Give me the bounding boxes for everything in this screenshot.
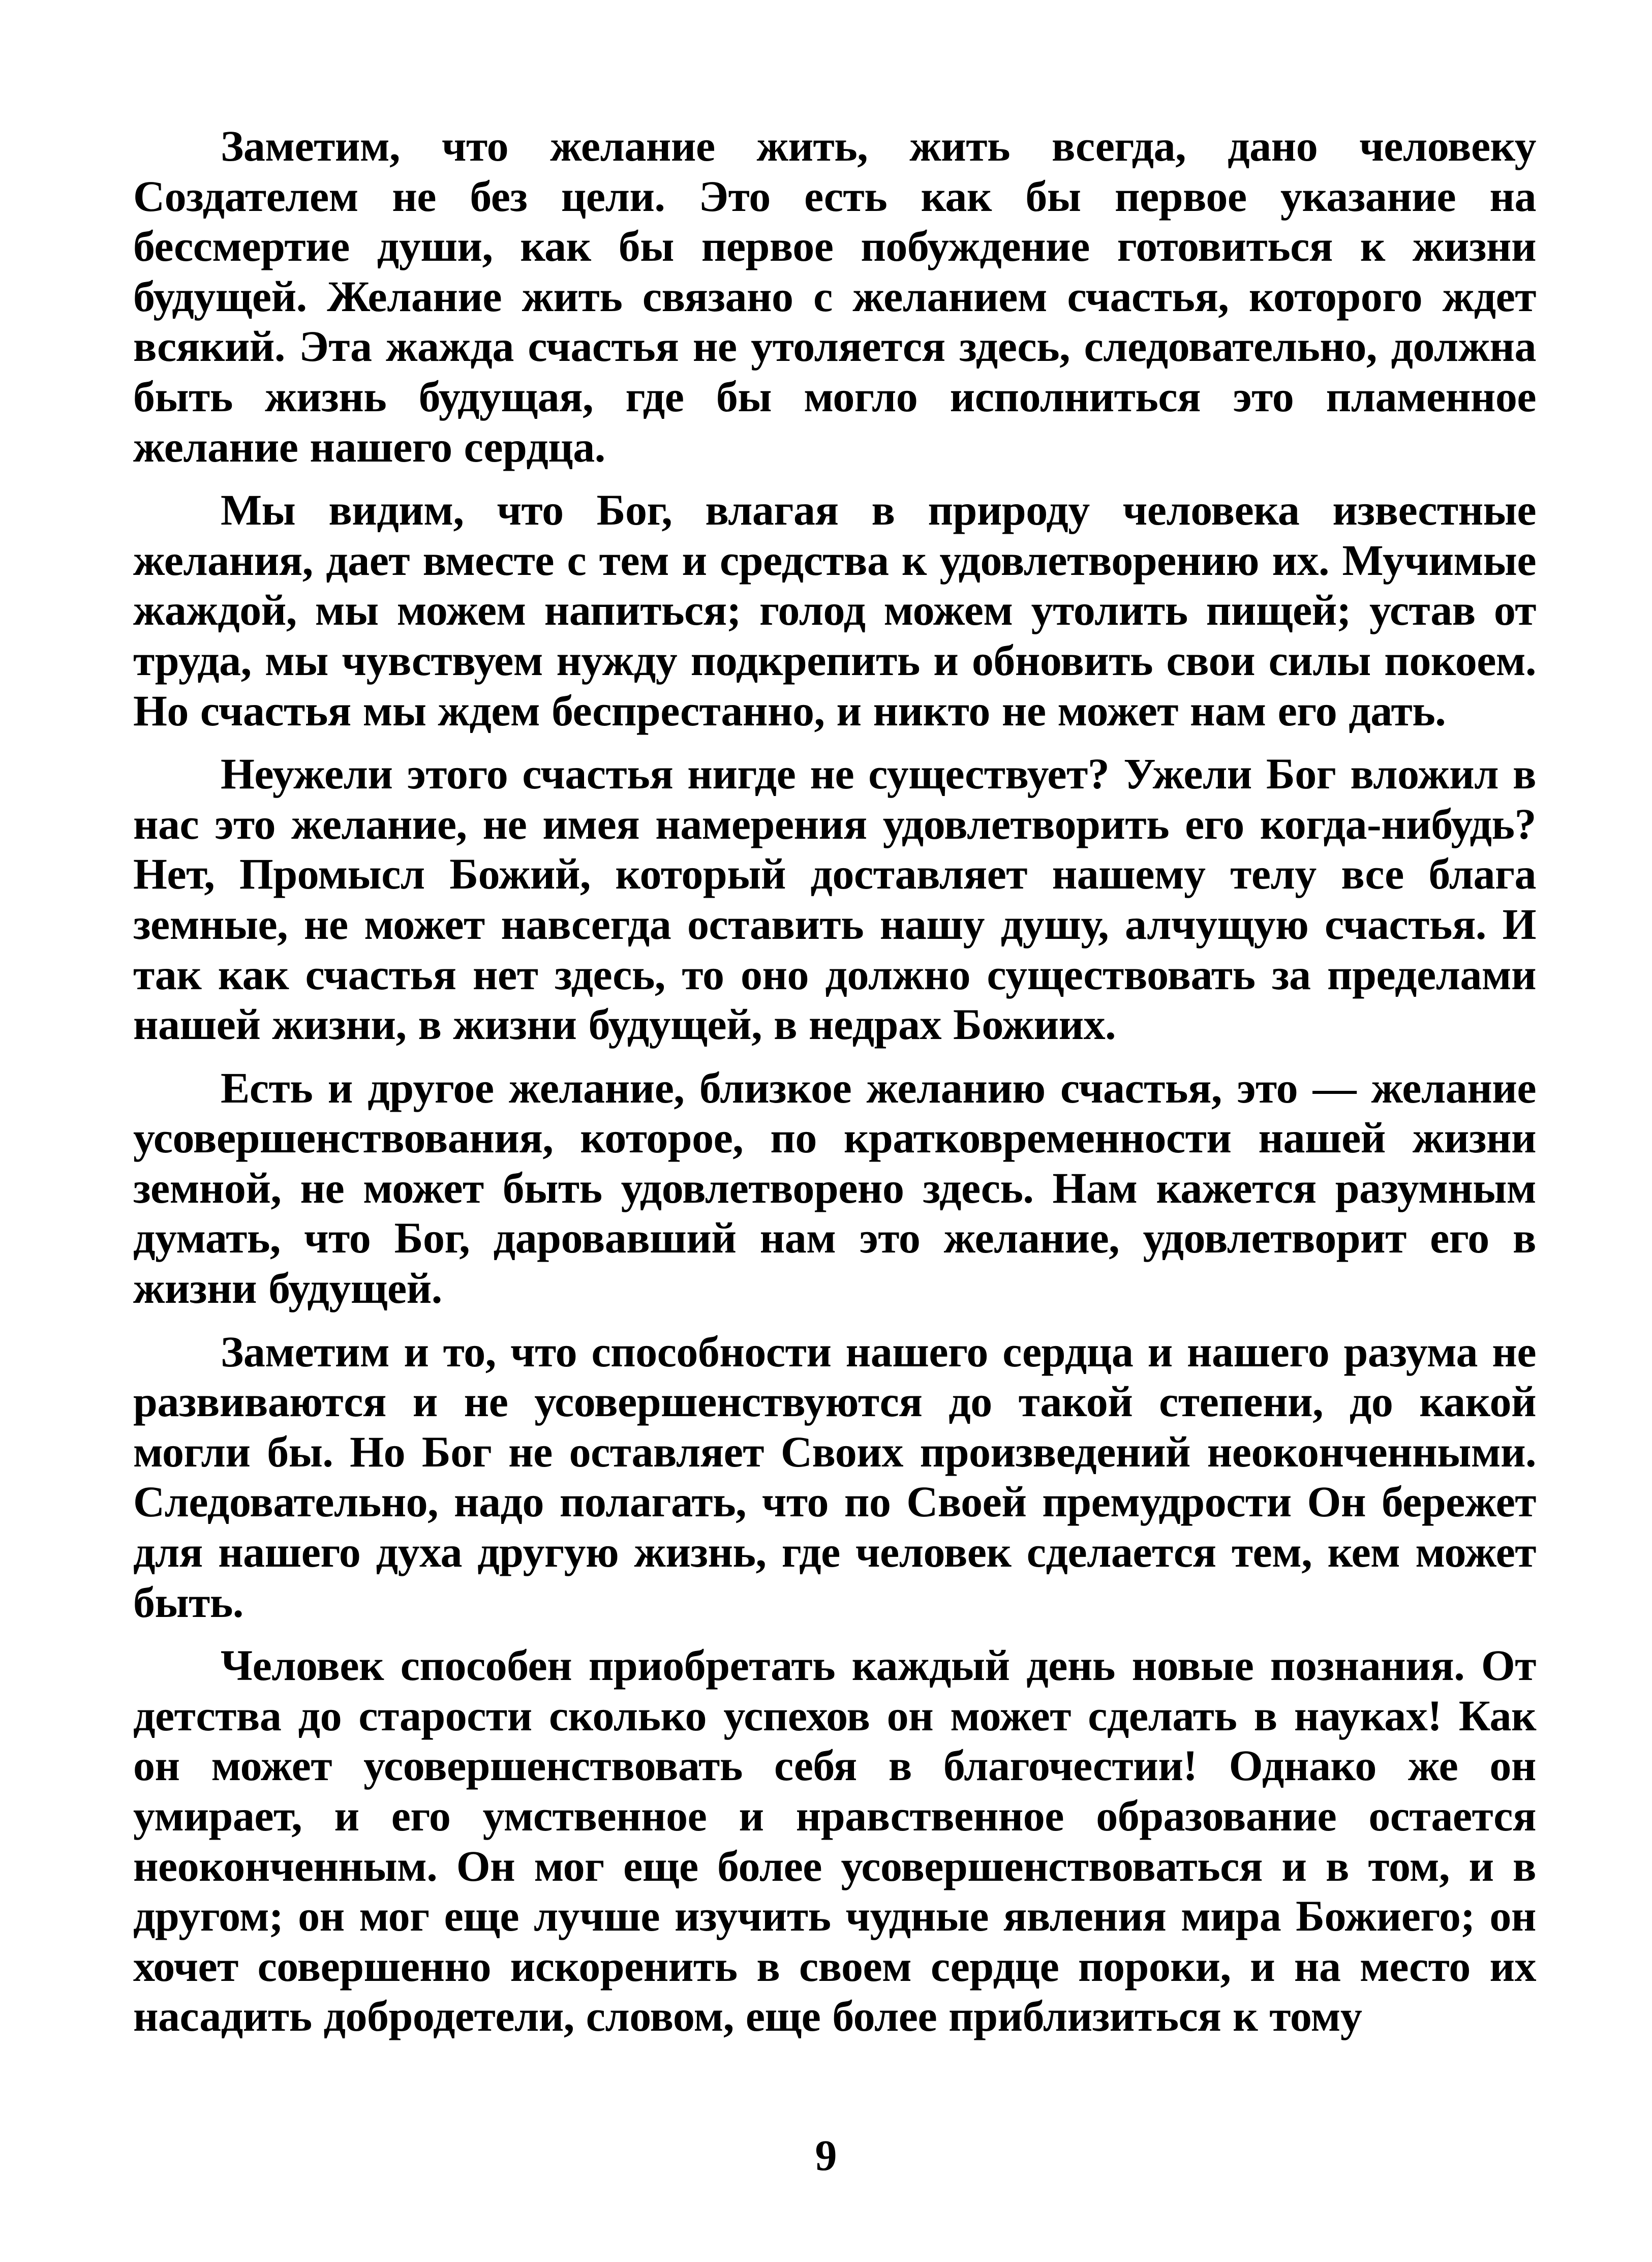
paragraph-6: Человек способен приобретать каждый день новые познания. От детства до старости сколько успехов он может сделать в науках! Как он может усовершенствовать себя в благочестии! Однако же он умирает, и его умственное и нравственное образование остается неоконченным. Он мог еще более усовершенствоваться и в том, и в другом; он мог еще лучше изучить чудные явления мира Божиего; он хочет совершенно искоренить в своем сердце пороки, и на место их насадить добродетели, словом, еще более приблизиться к тому [133, 1641, 1536, 2041]
paragraph-5: Заметим и то, что способности нашего сердца и нашего разума не развиваются и не усовершенствуются до такой степени, до какой могли бы. Но Бог не оставляет Своих произведений неоконченными. Следовательно, надо полагать, что по Своей премудрости Он бережет для нашего духа другую жизнь, где человек сделается тем, кем может быть. [133, 1327, 1536, 1627]
page-number: 9 [815, 2131, 837, 2180]
paragraph-3: Неужели этого счастья нигде не существует? Ужели Бог вложил в нас это желание, не имея намерения удовлетворить его когда-нибудь? Нет, Промысл Божий, который доставляет нашему телу все блага земные, не может навсегда оставить нашу душу, алчущую счастья. И так как счастья нет здесь, то оно должно существовать за пределами нашей жизни, в жизни будущей, в недрах Божиих. [133, 749, 1536, 1049]
paragraph-2: Мы видим, что Бог, влагая в природу человека известные желания, дает вместе с тем и средства к удовлетворению их. Мучимые жаждой, мы можем напиться; голод можем утолить пищей; устав от труда, мы чувствуем нужду подкрепить и обновить свои силы покоем. Но счастья мы ждем беспрестанно, и никто не может нам его дать. [133, 485, 1536, 735]
paragraph-1: Заметим, что желание жить, жить всегда, дано человеку Создателем не без цели. Это есть как бы первое указание на бессмертие души, как бы первое побуждение готовиться к жизни будущей. Желание жить связано с желанием счастья, которого ждет всякий. Эта жажда счастья не утоляется здесь, следовательно, должна быть жизнь будущая, где бы могло исполниться это пламенное желание нашего сердца. [133, 121, 1536, 471]
paragraph-4: Есть и другое желание, близкое желанию счастья, это — желание усовершенствования, которое, по кратковременности нашей жизни земной, не может быть удовлетворено здесь. Нам кажется разумным думать, что Бог, даровавший нам это желание, удовлетворит его в жизни будущей. [133, 1063, 1536, 1313]
page-body [133, 121, 1536, 2144]
